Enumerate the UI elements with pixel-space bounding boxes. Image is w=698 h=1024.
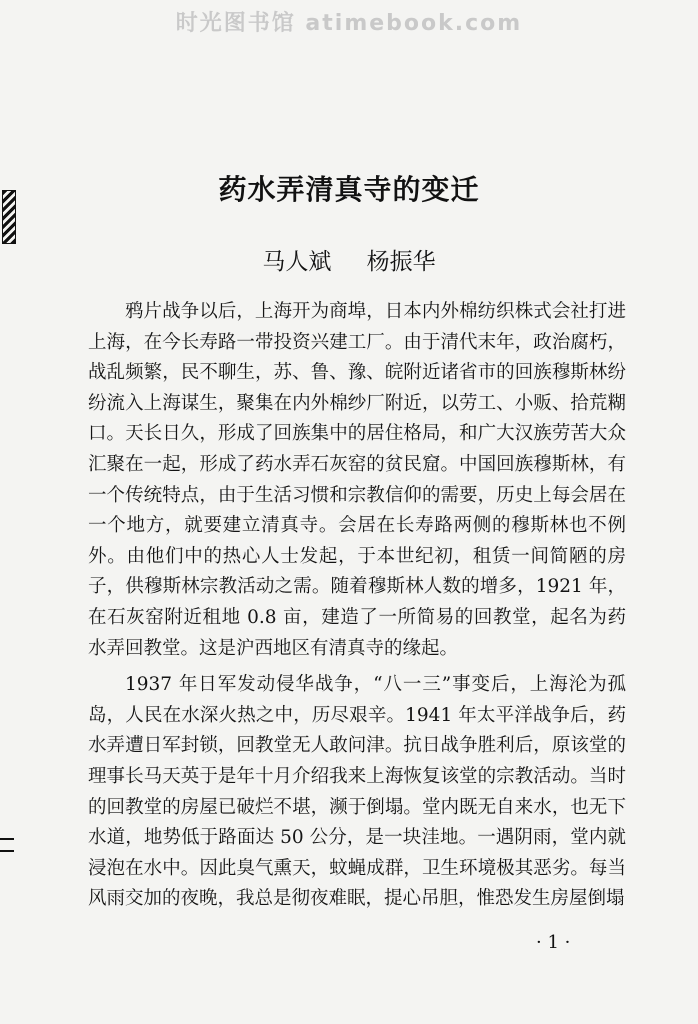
page-title: 药水弄清真寺的变迁 [218,173,480,206]
margin-tick-mark [0,838,14,852]
article-body [88,297,626,915]
author-name: 杨振华 [366,249,436,275]
author-name: 马人斌 [262,249,332,275]
paragraph: 鸦片战争以后，上海开为商埠，日本内外棉纺织株式会社打进上海，在今长寿路一带投资兴建工厂。由于清代末年，政治腐朽，战乱频繁，民不聊生，苏、鲁、豫、皖附近诸省市的回族穆斯林纷纷流入上海谋生，聚集在内外棉纱厂附近，以劳工、小贩、拾荒糊口。天长日久，形成了回族集中的居住格局，和广大汉族劳苦大众汇聚在一起，形成了药水弄石灰窑的贫民窟。中国回族穆斯林，有一个传统特点，由于生活习惯和宗教信仰的需要，历史上每会居在一个地方，就要建立清真寺。会居在长寿路两侧的穆斯林也不例外。由他们中的热心人士发起，于本世纪初，租赁一间简陋的房子，供穆斯林宗教活动之需。随着穆斯林人数的增多，1921 年，在石灰窑附近租地 0.8 亩，建造了一所简易的回教堂，起名为药水弄回教堂。这是沪西地区有清真寺的缘起。 [88,301,626,659]
watermark: 时光图书馆 atimebook.com [175,11,523,36]
paragraph: 1937 年日军发动侵华战争，“八一三”事变后，上海沦为孤岛，人民在水深火热之中，历尽艰辛。1941 年太平洋战争后，药水弄遭日军封锁，回教堂无人敢问津。抗日战争胜利后，原该堂的理事长马天英于是年十月介绍我来上海恢复该堂的宗教活动。当时的回教堂的房屋已破烂不堪，濒于倒塌。堂内既无自来水，也无下水道，地势低于路面达 50 公分，是一块洼地。一遇阴雨，堂内就浸泡在水中。因此臭气熏天，蚊蝇成群，卫生环境极其恶劣。每当风雨交加的夜晚，我总是彻夜难眠，提心吊胆，惟恐发生房屋倒塌 [88,674,626,910]
page-number: · 1 · [536,932,571,953]
authors-line [0,243,698,276]
